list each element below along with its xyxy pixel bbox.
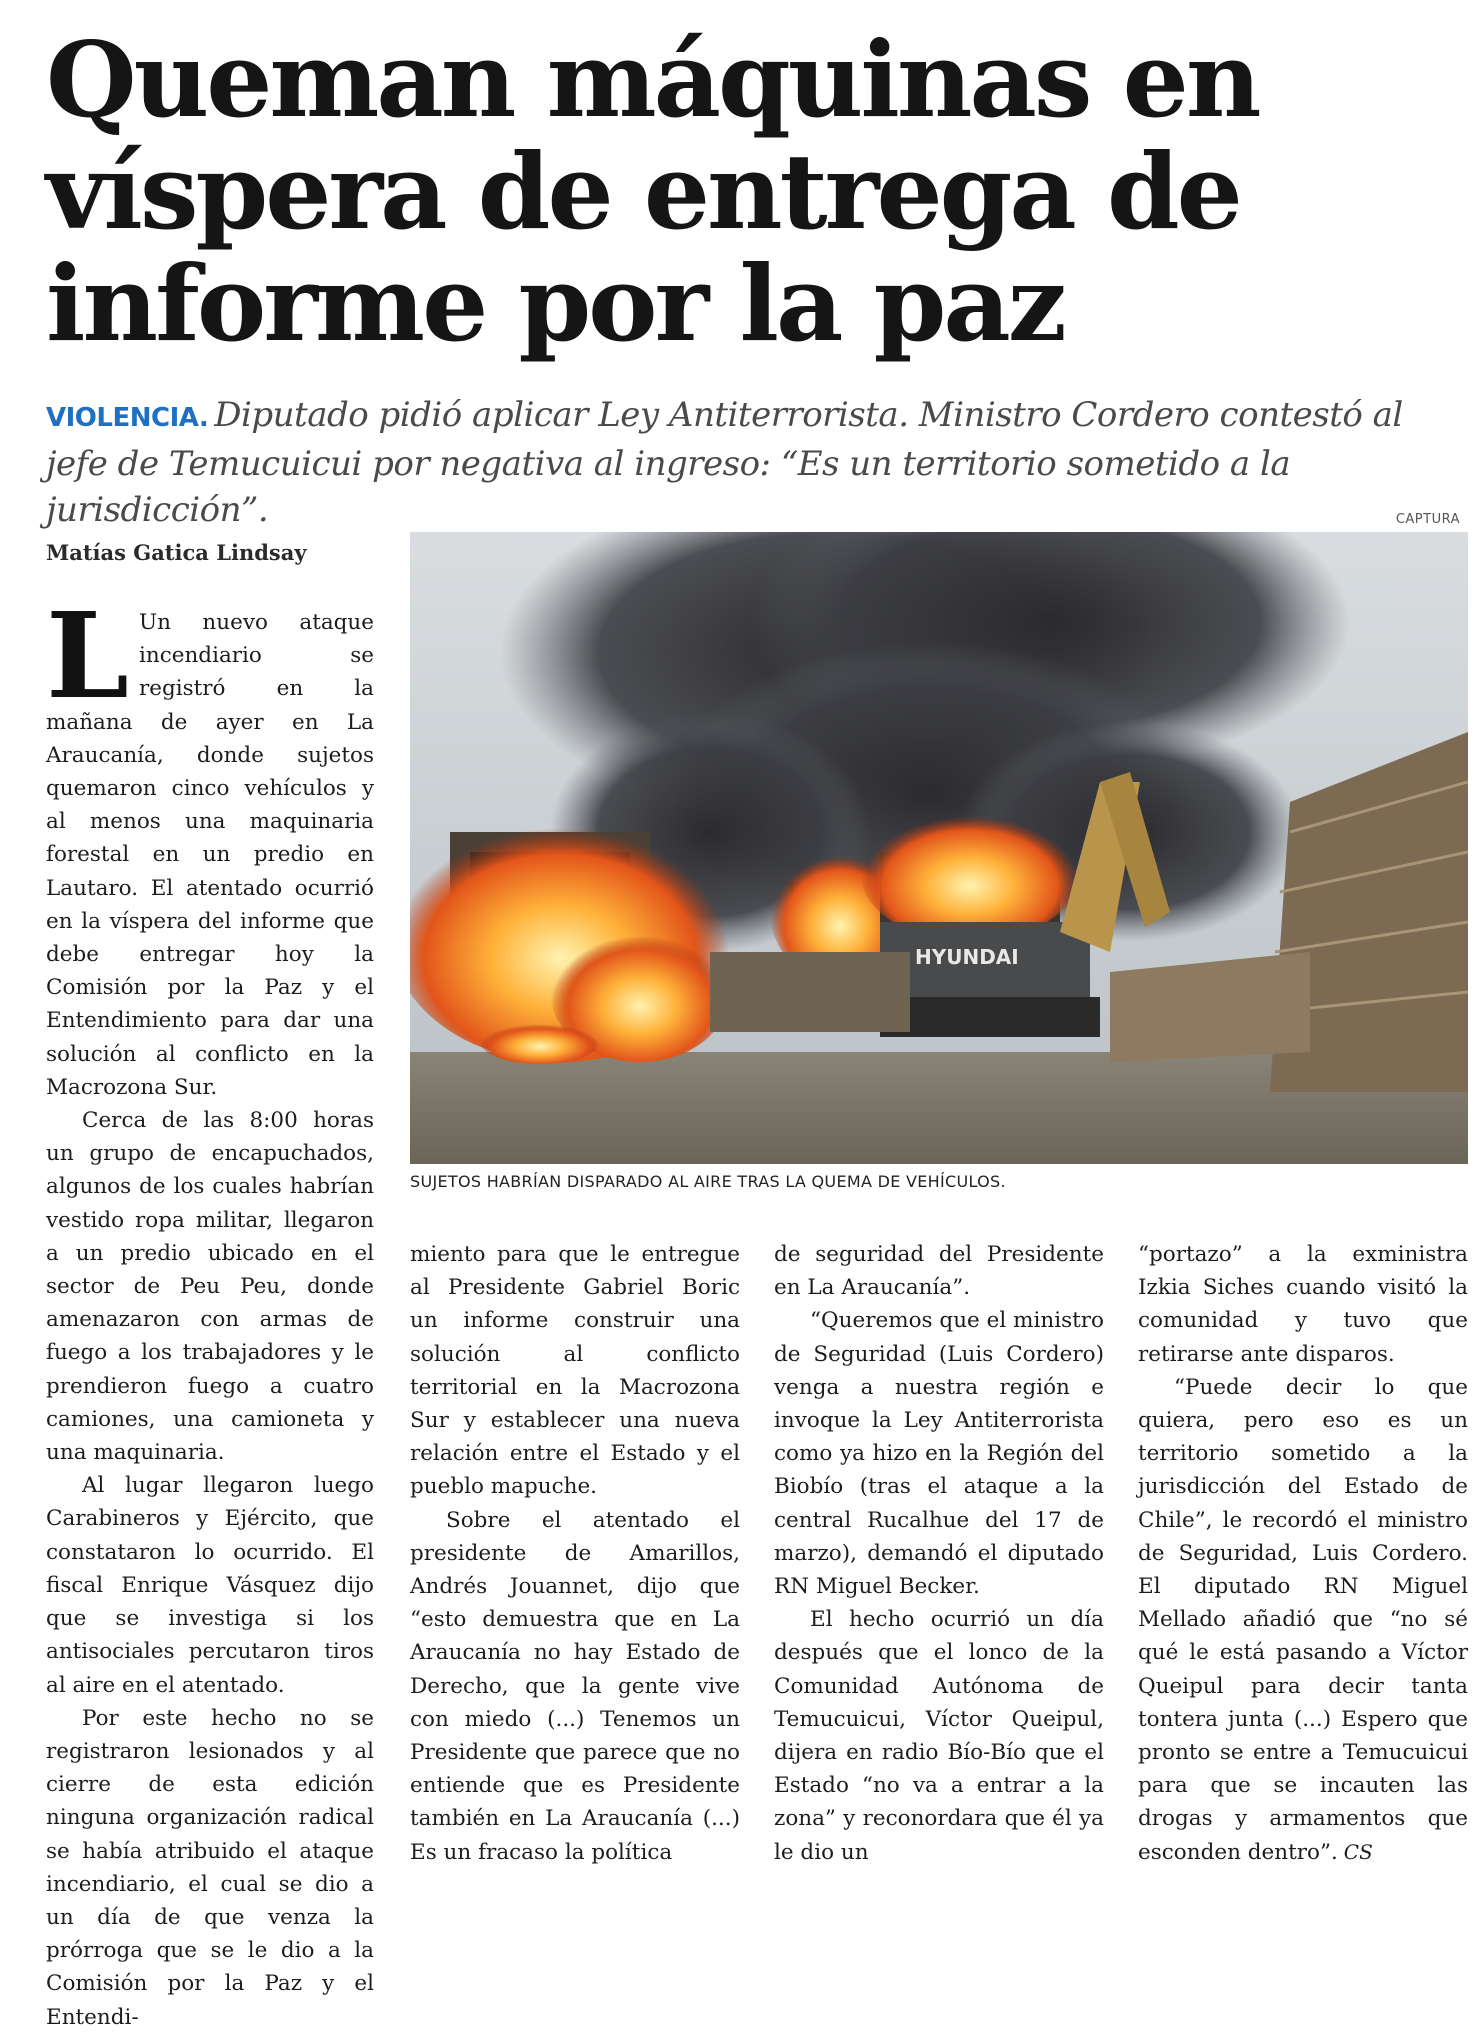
- headline-line-1: Queman máquinas en: [46, 18, 1259, 141]
- article-paragraph: [46, 586, 374, 1104]
- burning-machinery-photo: [410, 532, 1468, 1164]
- article-column-3: [774, 1238, 1104, 1869]
- article-paragraph: [1138, 1371, 1468, 1869]
- article-paragraph: El hecho ocurrió un día después que el lonco de la Comunidad Autónoma de Temucuicui, Víctor Queipul, dijera en radio Bío-Bío que el Estado “no va a entrar a la zona” y reconordara que él ya le dio un: [774, 1607, 1104, 1865]
- article-paragraph: Por este hecho no se registraron lesionados y al cierre de esta edición ninguna organización radical se había atribuido el ataque incendiario, el cual se dio a un día de que venza la prórroga que se le dio a la Comisión por la Paz y el Entendi-: [46, 1705, 374, 2030]
- article-paragraph: “portazo” a la exministra Izkia Siches cuando visitó la comunidad y tuvo que retirarse ante disparos.: [1138, 1242, 1468, 1367]
- article-paragraph: de seguridad del Presidente en La Araucanía”.: [774, 1242, 1104, 1301]
- article-column-1: [46, 586, 374, 2034]
- article-column-2: [410, 1238, 740, 1869]
- article-paragraph: “Queremos que el ministro de Seguridad (Luis Cordero) venga a nuestra región e invoque la Ley Antiterrorista como ya hizo en la Región del Biobío (tras el ataque a la central Rucalhue del 17 de marzo), demandó el diputado RN Miguel Becker.: [774, 1308, 1104, 1600]
- headline-line-2: víspera de entrega de: [46, 130, 1240, 253]
- news-photo: [410, 532, 1468, 1164]
- deck-text: Diputado pidió aplicar Ley Antiterrorista. Ministro Cordero contestó al jefe de Temucuicui por negativa al ingreso: “Es un territorio sometido a la jurisdicción”.: [46, 395, 1403, 530]
- photo-caption: SUJETOS HABRÍAN DISPARADO AL AIRE TRAS LA QUEMA DE VEHÍCULOS.: [410, 1172, 1006, 1191]
- drop-cap: L: [46, 586, 129, 725]
- article-paragraph: Al lugar llegaron luego Carabineros y Ejército, que constataron lo ocurrido. El fiscal Enrique Vásquez dijo que se investiga si los antisociales percutaron tiros al aire en el atentado.: [46, 1473, 374, 1698]
- headline: [46, 18, 1259, 365]
- section-tag: VIOLENCIA.: [46, 403, 209, 433]
- byline: Matías Gatica Lindsay: [46, 540, 307, 565]
- headline-line-3: informe por la paz: [46, 242, 1064, 365]
- photo-credit: CAPTURA: [1395, 512, 1460, 527]
- article-column-4: [1138, 1238, 1468, 1869]
- end-mark: CS: [1343, 1839, 1373, 1864]
- article-paragraph-text: “Puede decir lo que quiera, pero eso es un territorio sometido a la jurisdicción del Estado de Chile”, le recordó el ministro de Seguridad, Luis Cordero. El diputado RN Miguel Mellado añadió que “no sé qué le está pasando a Víctor Queipul para decir tanta tontera junta (...) Espero que pronto se entre a Temucuicui para que se incauten las drogas y armamentos que esconden dentro”.: [1138, 1374, 1468, 1865]
- article-paragraph: Cerca de las 8:00 horas un grupo de encapuchados, algunos de los cuales habrían vestido ropa militar, llegaron a un predio ubicado en el sector de Peu Peu, donde amenazaron con armas de fuego a los trabajadores y le prendieron fuego a cuatro camiones, una camioneta y una maquinaria.: [46, 1108, 374, 1466]
- article-paragraph-text: Un nuevo ataque incendiario se registró en la mañana de ayer en La Araucanía, donde sujetos quemaron cinco vehículos y al menos una maquinaria forestal en un predio en Lautaro. El atentado ocurrió en la víspera del informe que debe entregar hoy la Comisión por la Paz y el Entendimiento para dar una solución al conflicto en la Macrozona Sur.: [46, 610, 374, 1100]
- deck: [46, 392, 1466, 533]
- article-paragraph: miento para que le entregue al Presidente Gabriel Boric un informe construir una solución al conflicto territorial en la Macrozona Sur y establecer una nueva relación entre el Estado y el pueblo mapuche.: [410, 1242, 740, 1500]
- article-paragraph: Sobre el atentado el presidente de Amarillos, Andrés Jouannet, dijo que “esto demuestra que en La Araucanía no hay Estado de Derecho, que la gente vive con miedo (...) Tenemos un Presidente que parece que no entiende que es Presidente también en La Araucanía (...) Es un fracaso la política: [410, 1507, 740, 1865]
- excavator-brand-label: HYUNDAI: [915, 945, 1019, 969]
